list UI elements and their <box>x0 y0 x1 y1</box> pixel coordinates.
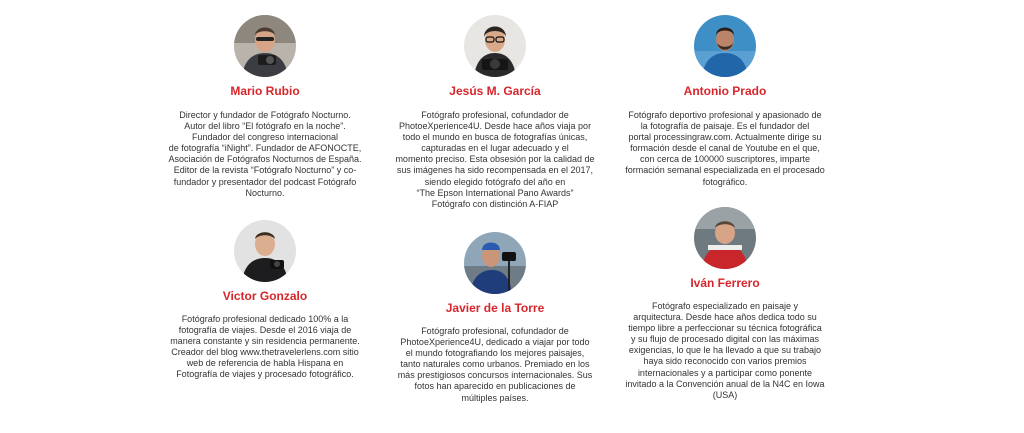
bio-line: Fotógrafo especializado en paisaje y <box>651 301 799 311</box>
avatar <box>694 207 756 269</box>
bio-line: Creador del blog www.thetravelerlens.com sitio <box>171 347 359 358</box>
bio-line: Asociación de Fotógrafos Nocturnos de España. <box>168 154 362 165</box>
bio-line: con cerca de 100000 suscriptores, imparte <box>639 154 811 165</box>
member-name: Javier de la Torre <box>445 301 545 315</box>
member-bio <box>375 326 615 404</box>
bio-line: Fotógrafo profesional, cofundador de <box>421 326 569 336</box>
bio-line: web de referencia de habla Hispana en <box>186 358 344 369</box>
portrait-photo-icon <box>464 15 526 77</box>
bio-line: todo el mundo en busca de fotografías únicas, <box>402 132 588 143</box>
bio-line: el mundo fotografiando los mejores paisajes, <box>405 348 585 359</box>
bio-line: sus imágenes ha sido recompensada en el 2017, <box>396 165 594 176</box>
member-name: Iván Ferrero <box>690 276 760 290</box>
member-bio <box>605 301 845 401</box>
team-card-mario-rubio <box>145 15 385 199</box>
bio-line: múltiples países. <box>461 392 529 403</box>
avatar <box>234 15 296 77</box>
portrait-photo-icon <box>694 207 756 269</box>
bio-line: Fotógrafo deportivo profesional y apasionado de <box>628 110 822 120</box>
portrait-photo-icon <box>234 15 296 77</box>
member-name: Antonio Prado <box>683 84 767 98</box>
bio-line: Fotografía de viajes y procesado fotográfico. <box>176 369 354 380</box>
bio-line: Editor de la revista “Fotógrafo Nocturno” y co- <box>173 165 357 176</box>
avatar <box>464 232 526 294</box>
portrait-photo-icon <box>234 220 296 282</box>
bio-line: arquitectura. Desde hace años dedica todo su <box>633 312 817 323</box>
bio-line: haya sido reconocido con varios premios <box>643 356 807 367</box>
bio-line: PhotoeXperience4U, dedicado a viajar por todo <box>400 337 590 348</box>
bio-line: Fotógrafo profesional dedicado 100% a la <box>181 314 349 324</box>
member-name: Mario Rubio <box>230 84 300 98</box>
bio-line: Nocturno. <box>245 187 285 198</box>
bio-line: capturadas en el lugar adecuado y el <box>421 143 569 154</box>
bio-line: Fotógrafo profesional, cofundador de <box>421 110 569 120</box>
bio-line: internacionales y a participar como ponente <box>637 367 813 378</box>
bio-line: tanto naturales como urbanos. Premiado en los <box>400 359 590 370</box>
bio-line: (USA) <box>712 389 738 400</box>
avatar <box>234 220 296 282</box>
member-bio <box>605 110 845 188</box>
team-card-antonio-prado <box>605 15 845 188</box>
bio-line: de fotografía “iNight”. Fundador de AFONOCTE, <box>168 143 362 154</box>
avatar <box>694 15 756 77</box>
team-card-ivan-ferrero <box>605 207 845 401</box>
bio-line: formación desde el canal de Youtube en el que, <box>630 143 820 154</box>
bio-line: Director y fundador de Fotógrafo Nocturno. <box>179 110 351 120</box>
portrait-photo-icon <box>694 15 756 77</box>
bio-line: exigencias, lo que le ha llevado a que su trabajo <box>628 345 822 356</box>
team-card-victor-gonzalo <box>145 220 385 381</box>
bio-line: formación semanal especializada en el procesado <box>625 165 825 176</box>
bio-line: fotográfico. <box>702 176 748 187</box>
bio-line: momento preciso. Esta obsesión por la calidad de <box>395 154 595 165</box>
member-bio <box>145 314 385 381</box>
bio-line: más prestigiosos concursos internacionales. Sus <box>397 370 593 381</box>
team-card-jesus-garcia <box>375 15 615 210</box>
bio-line: fotografía de viajes. Desde el 2016 viaja de <box>178 325 352 336</box>
bio-line: invitado a la Convención anual de la N4C en Iowa <box>625 378 825 389</box>
member-bio <box>375 110 615 210</box>
bio-line: fundador y presentador del podcast Fotógrafo <box>173 176 357 187</box>
bio-line: la fotografía de paisaje. Es el fundador del <box>640 121 810 132</box>
member-bio <box>145 110 385 199</box>
bio-line: manera constante y sin residencia permanente. <box>170 336 360 347</box>
team-card-javier-de-la-torre <box>375 232 615 404</box>
portrait-photo-icon <box>464 232 526 294</box>
bio-line: Fundador del congreso internacional <box>191 132 339 143</box>
bio-line: Autor del libro “El fotógrafo en la noche”. <box>184 121 346 132</box>
member-name: Victor Gonzalo <box>222 289 308 303</box>
bio-line: fotos han aparecido en publicaciones de <box>414 381 576 392</box>
bio-line: portal processingraw.com. Actualmente dirige su <box>628 132 822 143</box>
bio-line: Fotógrafo con distinción A-FIAP <box>431 198 559 209</box>
bio-line: tiempo libre a perfeccionar su técnica fotográfica <box>628 323 822 334</box>
bio-line: PhotoeXperience4U. Desde hace años viaja por <box>398 121 592 132</box>
avatar <box>464 15 526 77</box>
bio-line: y su flujo de procesado digital con las máximas <box>630 334 820 345</box>
member-name: Jesús M. García <box>449 84 541 98</box>
bio-line: “The Epson International Pano Awards” <box>416 187 574 198</box>
bio-line: siendo elegido fotógrafo del año en <box>424 176 566 187</box>
